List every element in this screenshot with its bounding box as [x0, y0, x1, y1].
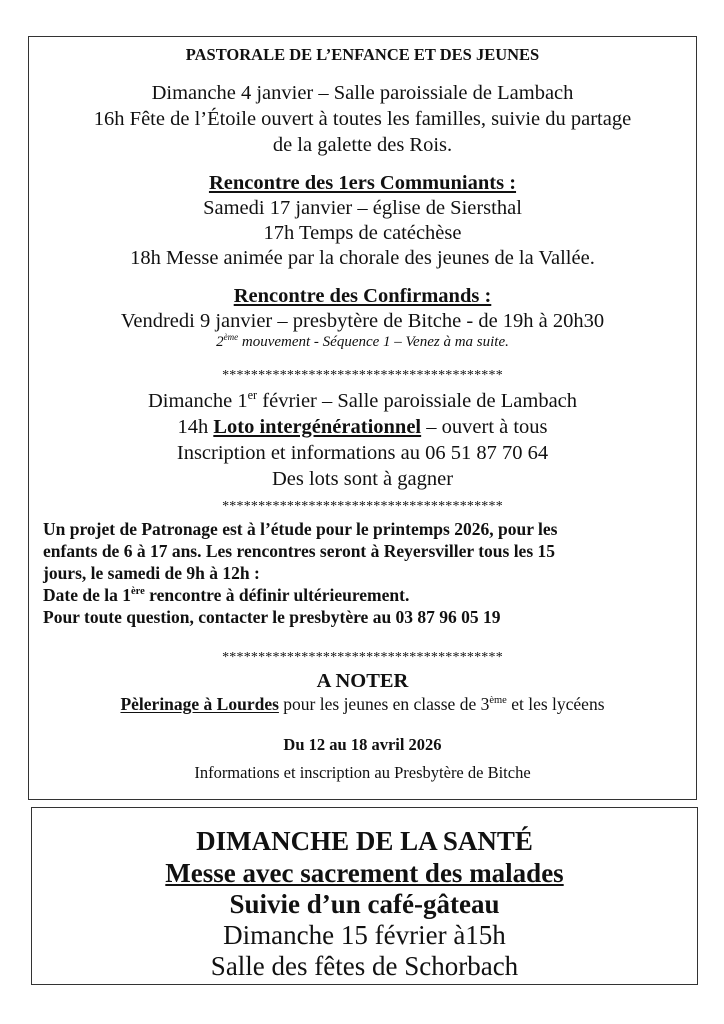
noter-line1: Pèlerinage à Lourdes pour les jeunes en classe de 3ème et les lycéens — [120, 694, 605, 714]
health-line3: Dimanche 15 février à15h — [223, 920, 506, 950]
event1-line1: Dimanche 4 janvier – Salle paroissiale de Lambach — [151, 82, 574, 104]
confirmands-line2: 2ème mouvement - Séquence 1 – Venez à ma suite. — [216, 332, 509, 350]
communiants-line1: Samedi 17 janvier – église de Siersthal — [203, 197, 522, 219]
communiants-line2: 17h Temps de catéchèse — [263, 222, 462, 244]
health-line4: Salle des fêtes de Schorbach — [210, 951, 519, 981]
loto-line1: Dimanche 1er février – Salle paroissiale de Lambach — [147, 388, 578, 412]
patronage-line4: Date de la 1ère rencontre à définir ultérieurement. — [43, 585, 410, 605]
noter-info: Informations et inscription au Presbytère de Bitche — [194, 763, 531, 782]
event1-line2: 16h Fête de l’Étoile ouvert à toutes les familles, suivie du partage — [93, 108, 632, 130]
noter-heading: A NOTER — [316, 670, 409, 692]
loto-line2: 14h Loto intergénérationnel – ouvert à tous — [177, 416, 548, 438]
pilgrimage-title: Pèlerinage à Lourdes — [120, 694, 279, 714]
event1-line3: de la galette des Rois. — [272, 134, 453, 156]
health-sunday-box — [31, 807, 698, 985]
health-line2: Suivie d’un café-gâteau — [229, 889, 500, 919]
separator: *************************************** — [222, 368, 503, 383]
loto-title: Loto intergénérationnel — [213, 416, 422, 438]
confirmands-line1: Vendredi 9 janvier – presbytère de Bitche - de 19h à 20h30 — [120, 310, 605, 332]
youth-ministry-box — [28, 36, 697, 800]
patronage-line2: enfants de 6 à 17 ans. Les rencontres seront à Reyersviller tous les 15 — [43, 541, 556, 561]
patronage-line1: Un projet de Patronage est à l’étude pour le printemps 2026, pour les — [43, 519, 558, 539]
section-title: PASTORALE DE L’ENFANCE ET DES JEUNES — [185, 45, 540, 64]
health-title: DIMANCHE DE LA SANTÉ — [196, 826, 533, 856]
communiants-line3: 18h Messe animée par la chorale des jeunes de la Vallée. — [130, 247, 595, 269]
loto-line4: Des lots sont à gagner — [271, 468, 454, 490]
patronage-line5: Pour toute question, contacter le presbytère au 03 87 96 05 19 — [43, 607, 501, 627]
loto-line3: Inscription et informations au 06 51 87 70 64 — [176, 442, 549, 464]
confirmands-heading: Rencontre des Confirmands : — [233, 285, 492, 307]
noter-dates: Du 12 au 18 avril 2026 — [283, 735, 442, 754]
communiants-heading: Rencontre des 1ers Communiants : — [208, 172, 517, 194]
health-line1: Messe avec sacrement des malades — [165, 858, 564, 888]
patronage-line3: jours, le samedi de 9h à 12h : — [43, 563, 260, 583]
separator: *************************************** — [222, 650, 503, 665]
separator: *************************************** — [222, 499, 503, 514]
